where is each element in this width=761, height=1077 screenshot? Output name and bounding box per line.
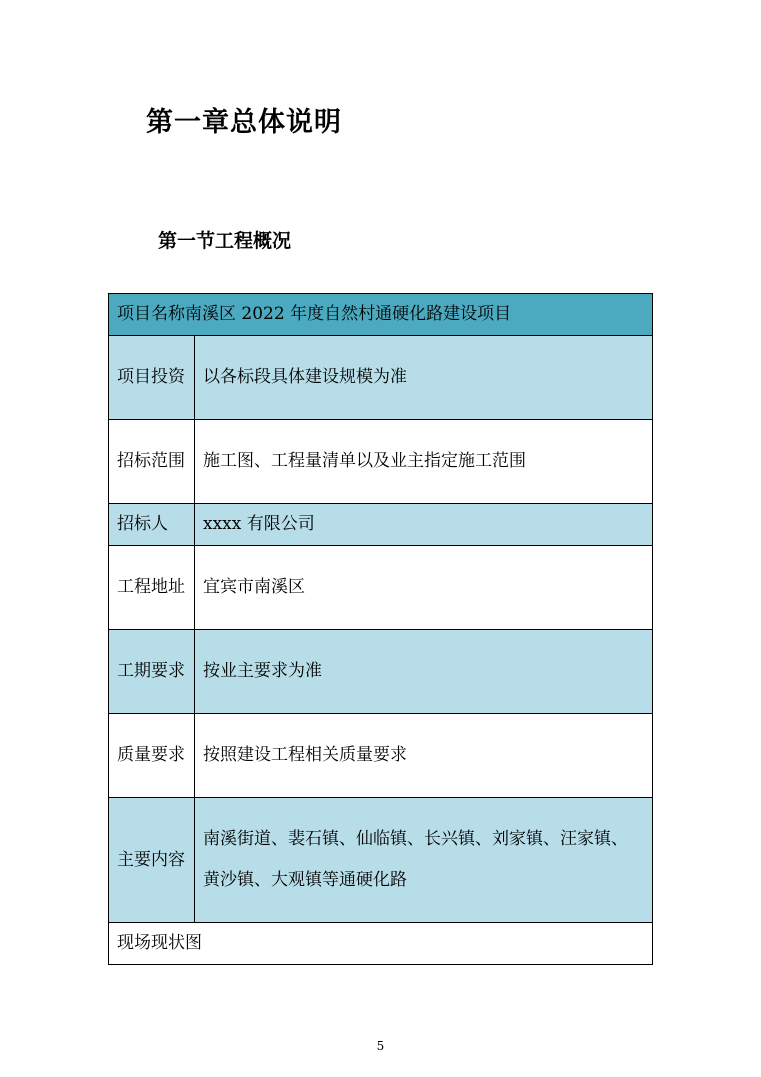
row-value: 宜宾市南溪区 bbox=[195, 546, 653, 630]
table-row bbox=[109, 714, 653, 798]
table-header-row bbox=[109, 294, 653, 336]
table-row bbox=[109, 798, 653, 923]
table-row bbox=[109, 420, 653, 504]
row-value: 按业主要求为准 bbox=[195, 630, 653, 714]
row-label: 项目投资 bbox=[109, 336, 195, 420]
project-overview-table bbox=[108, 293, 653, 965]
row-label: 招标人 bbox=[109, 504, 195, 546]
row-label: 质量要求 bbox=[109, 714, 195, 798]
row-value: 按照建设工程相关质量要求 bbox=[195, 714, 653, 798]
row-value: xxxx 有限公司 bbox=[195, 504, 653, 546]
row-label: 工期要求 bbox=[109, 630, 195, 714]
table-row bbox=[109, 546, 653, 630]
section-title: 第一节工程概况 bbox=[158, 230, 292, 252]
project-name-cell: 项目名称南溪区 2022 年度自然村通硬化路建设项目 bbox=[109, 294, 653, 336]
table-footer-row bbox=[109, 923, 653, 965]
chapter-title: 第一章总体说明 bbox=[146, 107, 342, 138]
table-row bbox=[109, 336, 653, 420]
row-value: 以各标段具体建设规模为准 bbox=[195, 336, 653, 420]
row-value: 施工图、工程量清单以及业主指定施工范围 bbox=[195, 420, 653, 504]
row-label: 工程地址 bbox=[109, 546, 195, 630]
row-value: 南溪街道、裴石镇、仙临镇、长兴镇、刘家镇、汪家镇、黄沙镇、大观镇等通硬化路 bbox=[195, 798, 653, 923]
table-row bbox=[109, 630, 653, 714]
row-label: 主要内容 bbox=[109, 798, 195, 923]
page-number: 5 bbox=[376, 1039, 385, 1053]
row-label: 招标范围 bbox=[109, 420, 195, 504]
site-photo-label: 现场现状图 bbox=[109, 923, 653, 965]
table-row bbox=[109, 504, 653, 546]
